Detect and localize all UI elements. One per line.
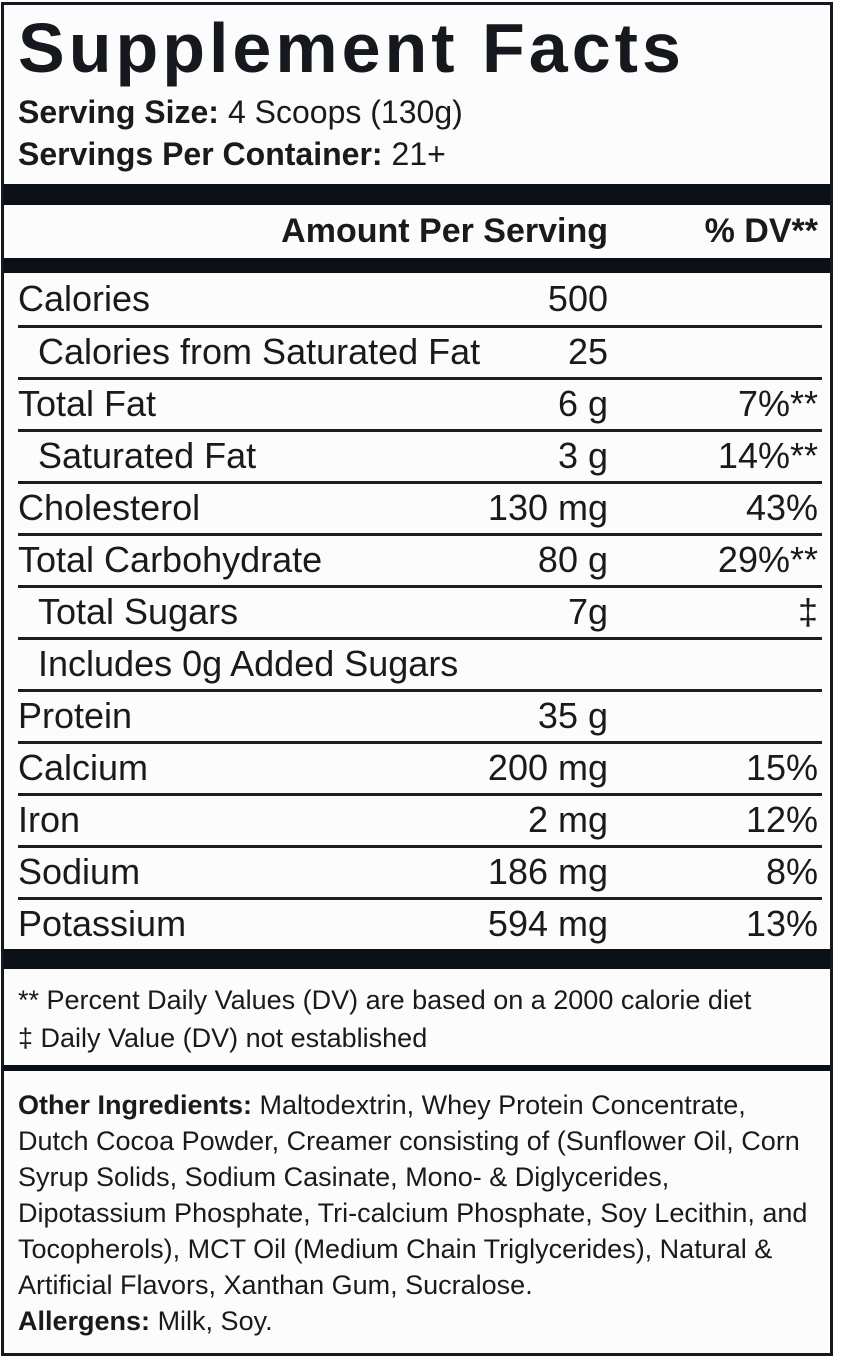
nutrient-name: Total Carbohydrate bbox=[18, 539, 323, 581]
nutrient-name: Cholesterol bbox=[18, 487, 201, 529]
nutrient-name: Protein bbox=[18, 695, 133, 737]
nutrient-rows bbox=[4, 273, 830, 949]
nutrient-main-cell bbox=[18, 643, 608, 685]
nutrient-name: Calories from Saturated Fat bbox=[38, 331, 481, 373]
nutrient-row bbox=[18, 481, 822, 533]
nutrient-main-cell bbox=[18, 539, 608, 581]
servings-per-container-value: 21+ bbox=[391, 136, 446, 173]
label-title: Supplement Facts bbox=[18, 9, 685, 87]
nutrient-amount: 500 bbox=[547, 277, 608, 319]
nutrient-main-cell bbox=[18, 591, 608, 633]
nutrient-row bbox=[18, 533, 822, 585]
nutrient-dv: ‡ bbox=[797, 591, 818, 633]
nutrient-dv: 15% bbox=[745, 747, 818, 789]
other-ingredients-label: Other Ingredients: bbox=[18, 1089, 253, 1120]
nutrient-row bbox=[18, 741, 822, 793]
nutrient-main-cell bbox=[18, 799, 608, 841]
nutrient-amount: 200 mg bbox=[487, 747, 608, 789]
footnote-dv-not-established: ‡ Daily Value (DV) not established bbox=[18, 1022, 428, 1053]
nutrient-name: Sodium bbox=[18, 851, 141, 893]
nutrient-dv: 14%** bbox=[717, 435, 818, 477]
other-ingredients-text: Maltodextrin, Whey Protein Concentrate, Dutch Cocoa Powder, Creamer consisting of (Sunflower Oil, Corn Syrup Solids, Sodium Casinate, Mono- & Diglycerides, Dipotassium Phosphate, Tri-calcium Phosphate, Soy Lecithin, and Tocopherols), MCT Oil (Medium Chain Triglycerides), Natural & Artificial Flavors, Xanthan Gum, Sucralose. bbox=[18, 1089, 808, 1300]
divider-bar-footnotes bbox=[4, 1065, 830, 1071]
nutrient-amount: 25 bbox=[567, 331, 608, 373]
servings-per-container-label: Servings Per Container: bbox=[18, 136, 383, 173]
nutrient-row bbox=[18, 273, 822, 325]
serving-size-label: Serving Size: bbox=[18, 94, 219, 131]
column-header-row bbox=[18, 205, 822, 258]
nutrient-main-cell bbox=[18, 695, 608, 737]
nutrient-main-cell bbox=[18, 747, 608, 789]
nutrient-row bbox=[18, 689, 822, 741]
nutrient-amount: 594 mg bbox=[487, 903, 608, 945]
nutrient-row bbox=[18, 793, 822, 845]
percent-dv-header: % DV** bbox=[704, 211, 818, 250]
nutrient-main-cell bbox=[18, 278, 608, 320]
serving-size-value: 4 Scoops (130g) bbox=[227, 94, 463, 131]
nutrient-name: Iron bbox=[18, 799, 81, 841]
divider-bar-header bbox=[4, 258, 830, 273]
allergens-label: Allergens: bbox=[18, 1305, 151, 1336]
nutrient-row bbox=[18, 845, 822, 897]
nutrient-row bbox=[18, 377, 822, 429]
nutrient-main-cell bbox=[18, 851, 608, 893]
nutrient-amount: 7g bbox=[567, 591, 608, 633]
nutrient-name: Calories bbox=[18, 277, 151, 319]
nutrient-row bbox=[18, 637, 822, 689]
nutrient-amount: 80 g bbox=[537, 539, 608, 581]
nutrient-main-cell bbox=[18, 383, 608, 425]
nutrient-dv: 43% bbox=[745, 487, 818, 529]
nutrient-name: Total Fat bbox=[18, 383, 157, 425]
supplement-facts-label bbox=[1, 2, 833, 1356]
nutrient-dv: 12% bbox=[745, 799, 818, 841]
serving-size-row bbox=[18, 91, 818, 133]
divider-bar-top bbox=[4, 184, 830, 205]
divider-bar-bottom bbox=[4, 949, 830, 969]
nutrient-dv: 29%** bbox=[717, 539, 818, 581]
nutrient-name: Total Sugars bbox=[38, 591, 239, 633]
footnotes bbox=[18, 981, 822, 1057]
nutrient-main-cell bbox=[18, 435, 608, 477]
servings-per-container-row bbox=[18, 133, 818, 175]
nutrient-name: Calcium bbox=[18, 747, 149, 789]
nutrient-row bbox=[18, 429, 822, 481]
nutrient-dv: 8% bbox=[765, 851, 818, 893]
nutrient-name: Potassium bbox=[18, 903, 187, 945]
nutrient-row bbox=[18, 585, 822, 637]
nutrient-amount: 35 g bbox=[537, 695, 608, 737]
nutrient-amount: 186 mg bbox=[487, 851, 608, 893]
nutrient-amount: 3 g bbox=[557, 435, 608, 477]
ingredients-section bbox=[18, 1087, 822, 1339]
nutrient-amount: 6 g bbox=[557, 383, 608, 425]
other-ingredients-paragraph bbox=[18, 1087, 822, 1303]
nutrient-main-cell bbox=[18, 903, 608, 945]
allergens-value: Milk, Soy. bbox=[157, 1305, 273, 1336]
nutrient-main-cell bbox=[18, 331, 608, 373]
nutrient-dv: 13% bbox=[745, 903, 818, 945]
nutrient-name: Includes 0g Added Sugars bbox=[38, 643, 459, 685]
footnote-dv-basis: ** Percent Daily Values (DV) are based on a 2000 calorie diet bbox=[18, 984, 752, 1015]
nutrient-amount: 2 mg bbox=[527, 799, 608, 841]
nutrient-name: Saturated Fat bbox=[38, 435, 257, 477]
nutrient-dv: 7%** bbox=[737, 383, 818, 425]
nutrient-row bbox=[18, 897, 822, 949]
nutrient-main-cell bbox=[18, 487, 608, 529]
allergens-row bbox=[18, 1303, 822, 1339]
nutrient-amount: 130 mg bbox=[487, 487, 608, 529]
amount-per-serving-header: Amount Per Serving bbox=[281, 211, 608, 250]
nutrient-row bbox=[18, 325, 822, 377]
